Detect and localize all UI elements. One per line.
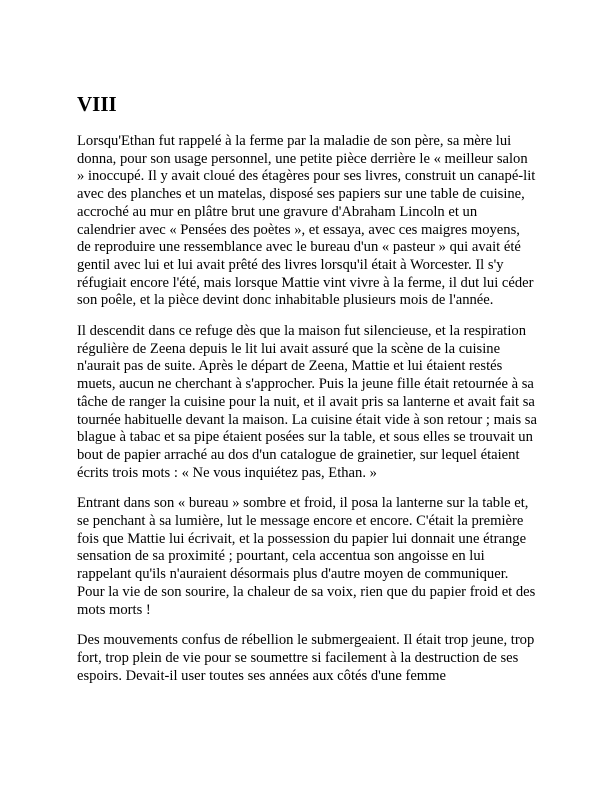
paragraph-2: Il descendit dans ce refuge dès que la maison fut silencieuse, et la respiration régulière de Zeena depuis le lit lui avait assuré que la scène de la cuisine n'aurait pas de suite. Après le départ de Zeena, Mattie et lui étaient restés muets, aucun ne cherchant à s'approcher. Puis la jeune fille était retournée à sa tâche de ranger la cuisine pour la nuit, et il avait pris sa lanterne et avait fait sa tournée habituelle devant la maison. La cuisine était vide à son retour ; mais sa blague à tabac et sa pipe étaient posées sur la table, et sous elles se trouvait un bout de papier arraché au dos d'un catalogue de grainetier, sur lequel étaient écrits trois mots : « Ne vous inquiétez pas, Ethan. » — [77, 323, 537, 481]
chapter-title: VIII — [77, 92, 117, 116]
paragraph-1: Lorsqu'Ethan fut rappelé à la ferme par la maladie de son père, sa mère lui donna, pour son usage personnel, une petite pièce derrière le « meilleur salon » inoccupé. Il y avait cloué des étagères pour ses livres, construit un canapé-lit avec des planches et un matelas, disposé ses papiers sur une table de cuisine, accroché au mur en plâtre brut une gravure d'Abraham Lincoln et un calendrier avec « Pensées des poètes », et essaya, avec ces maigres moyens, de reproduire une ressemblance avec le bureau d'un « pasteur » qui avait été gentil avec lui et lui avait prêté des livres lorsqu'il était à Worcester. Il s'y réfugiait encore l'été, mais lorsque Mattie vint vivre à la ferme, il dut lui céder son poêle, et la pièce devint donc inhabitable plusieurs mois de l'année. — [77, 133, 536, 309]
paragraph-4: Des mouvements confus de rébellion le submergeaient. Il était trop jeune, trop fort, trop plein de vie pour se soumettre si facilement à la destruction de ses espoirs. Devait-il user toutes ses années aux côtés d'une femme — [77, 632, 535, 684]
paragraph-3: Entrant dans son « bureau » sombre et froid, il posa la lanterne sur la table et, se penchant à sa lumière, lut le message encore et encore. C'était la première fois que Mattie lui écrivait, et la possession du papier lui donnait une étrange sensation de sa proximité ; pourtant, cela accentua son angoisse en lui rappelant qu'ils n'auraient désormais plus d'autre moyen de communiquer. Pour la vie de son sourire, la chaleur de sa voix, rien que du papier froid et des mots morts ! — [77, 495, 536, 618]
document-body — [77, 92, 537, 698]
